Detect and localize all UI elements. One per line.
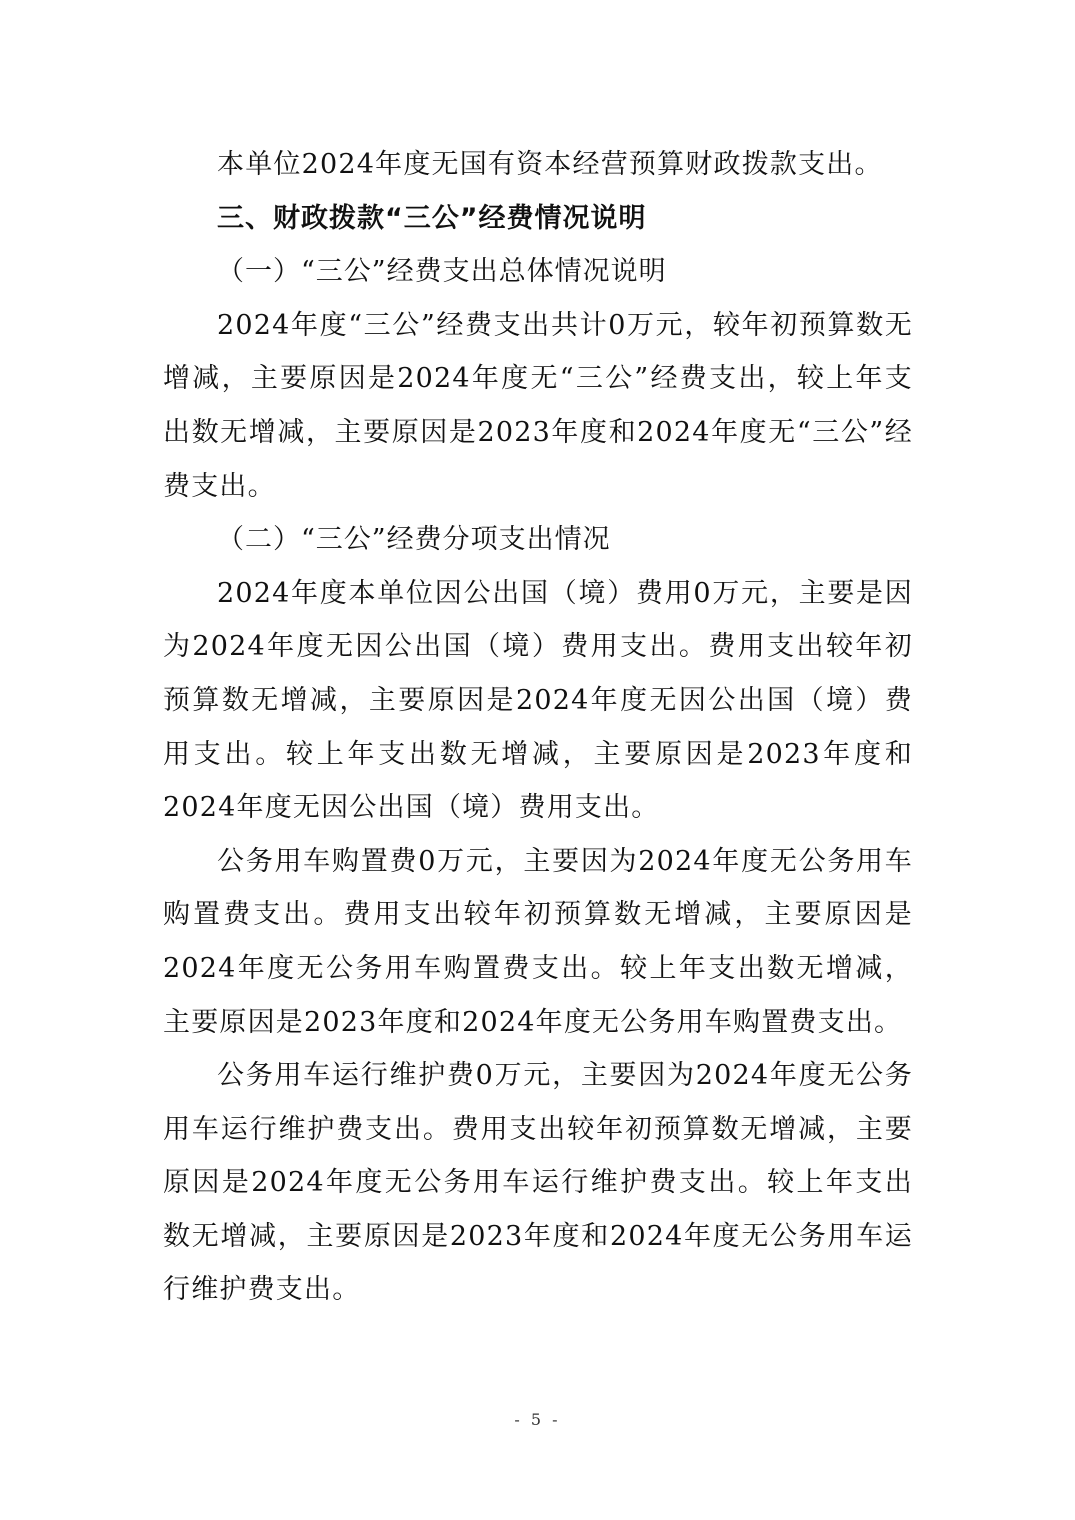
subheading-overall-expenses: （一）“三公”经费支出总体情况说明 bbox=[217, 256, 667, 288]
document-body bbox=[163, 138, 913, 1317]
paragraph-vehicle-purchase: 公务用车购置费0万元，主要因为2024年度无公务用车购置费支出。费用支出较年初预算数无增减，主要原因是2024年度无公务用车购置费支出。较上年支出数无增减，主要原因是2023年度和2024年度无公务用车购置费支出。 bbox=[163, 845, 913, 1038]
page-number: - 5 - bbox=[514, 1410, 561, 1429]
paragraph-overall-expenses: 2024年度“三公”经费支出共计0万元，较年初预算数无增减，主要原因是2024年度无“三公”经费支出，较上年支出数无增减，主要原因是2023年度和2024年度无“三公”经费支出。 bbox=[163, 309, 913, 502]
paragraph-no-state-capital-budget: 本单位2024年度无国有资本经营预算财政拨款支出。 bbox=[217, 149, 883, 180]
paragraph-overseas-travel: 2024年度本单位因公出国（境）费用0万元，主要是因为2024年度无因公出国（境）费用支出。费用支出较年初预算数无增减，主要原因是2024年度无因公出国（境）费用支出。较上年支出数无增减，主要原因是2023年度和2024年度无因公出国（境）费用支出。 bbox=[163, 577, 913, 824]
section-heading-three-public-expenses: 三、财政拨款“三公”经费情况说明 bbox=[217, 202, 647, 234]
subheading-itemized-expenses: （二）“三公”经费分项支出情况 bbox=[217, 524, 611, 556]
paragraph-vehicle-maintenance: 公务用车运行维护费0万元，主要因为2024年度无公务用车运行维护费支出。费用支出较年初预算数无增减，主要原因是2024年度无公务用车运行维护费支出。较上年支出数无增减，主要原因是2023年度和2024年度无公务用车运行维护费支出。 bbox=[163, 1060, 913, 1306]
